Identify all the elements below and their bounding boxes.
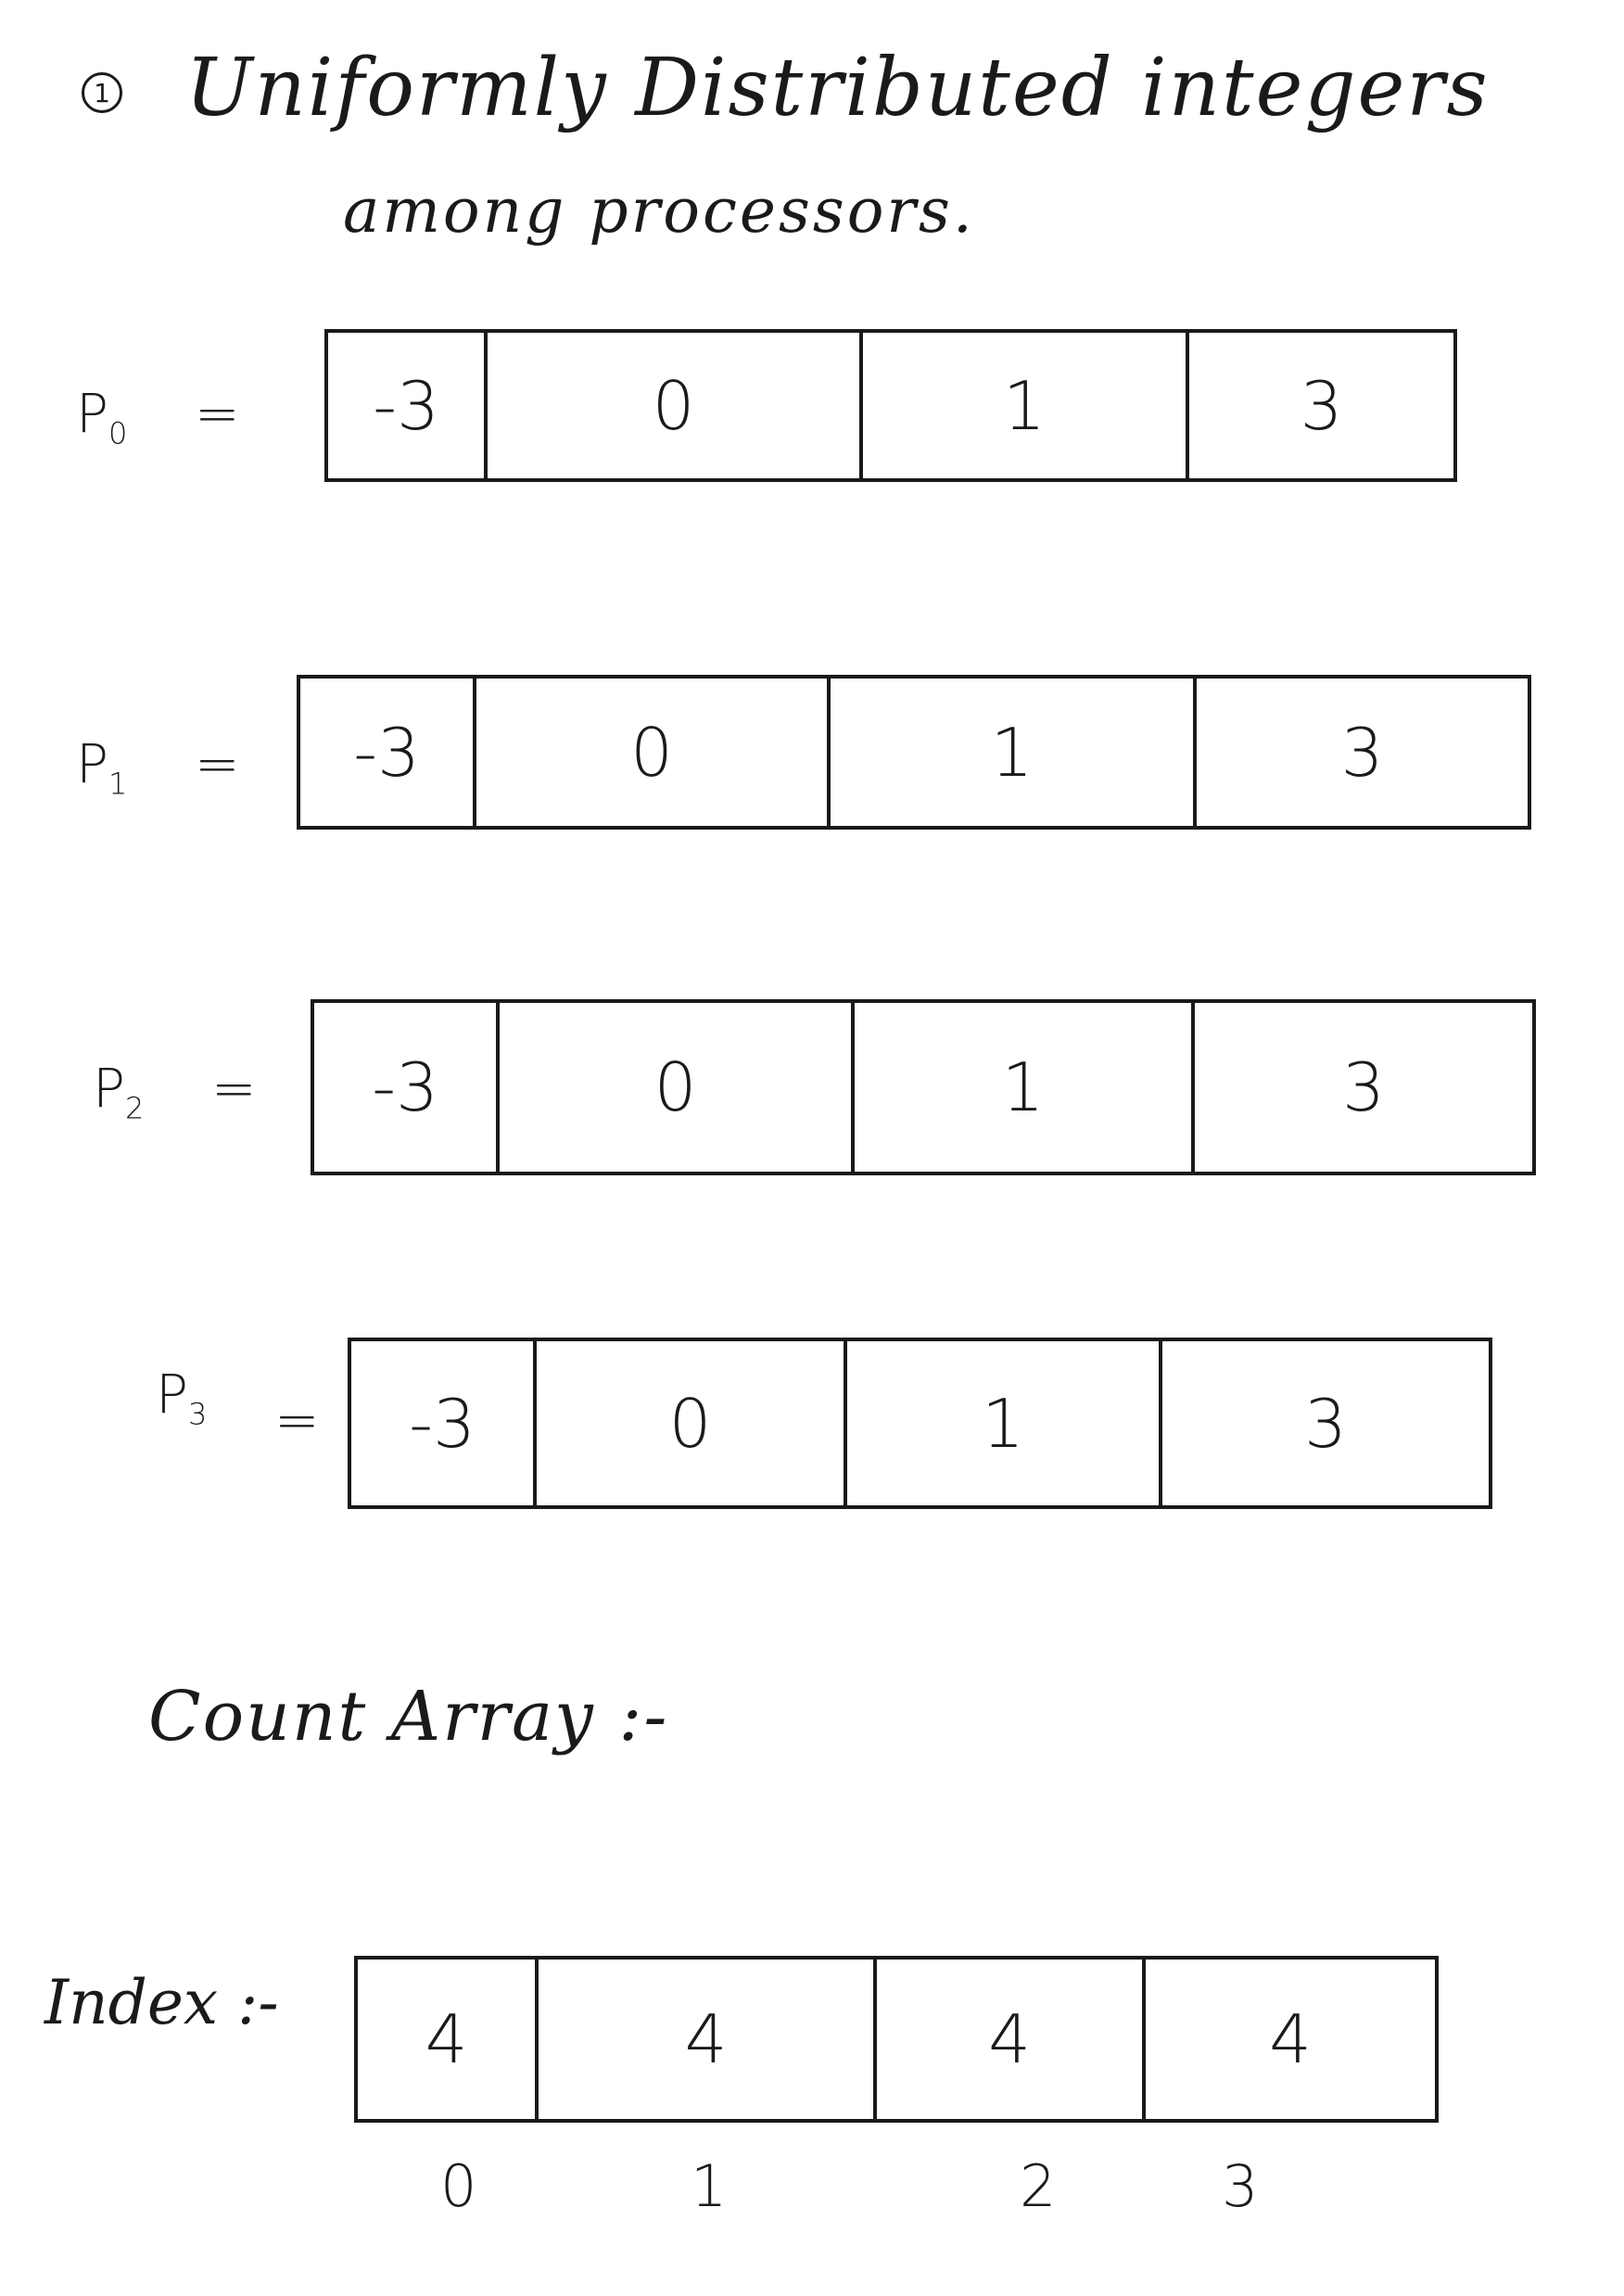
title-number: 1: [94, 77, 110, 108]
equals-sign-p0: =: [195, 382, 240, 445]
processor-subscript: 2: [124, 1090, 145, 1126]
array-cell: 1: [855, 1003, 1195, 1172]
index-number: 3: [1222, 2152, 1259, 2220]
title-line-1: Uniformly Distributed integers: [185, 42, 1490, 134]
count-cell: 4: [1269, 2000, 1312, 2078]
processor-array-p0: [324, 329, 1457, 482]
array-cell: 0: [500, 1003, 855, 1172]
index-label: Index :-: [44, 1967, 279, 2038]
processor-label-p1: [76, 732, 127, 802]
processor-array-p3: [348, 1338, 1492, 1509]
processor-letter: P: [93, 1057, 125, 1120]
array-cell: -3: [328, 333, 488, 478]
processor-array-p1: [297, 675, 1531, 830]
equals-sign-p1: =: [195, 732, 240, 795]
count-cell: 4: [539, 1960, 877, 2119]
array-cell: -3: [351, 1341, 537, 1505]
count-cell: 4: [358, 1960, 539, 2119]
processor-subscript: 3: [187, 1396, 208, 1432]
processor-letter: P: [76, 732, 108, 795]
index-number: 0: [440, 2152, 477, 2220]
processor-letter: P: [76, 382, 108, 445]
processor-subscript: 1: [108, 766, 128, 802]
processor-label-p3: [156, 1363, 207, 1432]
title-line-2: among processors.: [343, 175, 975, 247]
array-cell: 3: [1342, 1048, 1385, 1126]
array-cell: 3: [1340, 713, 1384, 792]
array-cell: 0: [476, 679, 831, 826]
array-cell: 0: [488, 333, 863, 478]
array-cell: -3: [314, 1003, 500, 1172]
array-cell: 3: [1300, 366, 1343, 445]
equals-sign-p3: =: [274, 1389, 320, 1452]
array-cell: -3: [300, 679, 476, 826]
index-number: 1: [691, 2152, 728, 2220]
count-cell: 4: [877, 1960, 1146, 2119]
array-cell: 1: [847, 1341, 1162, 1505]
equals-sign-p2: =: [211, 1057, 257, 1120]
count-array: [354, 1956, 1439, 2123]
processor-letter: P: [156, 1363, 188, 1426]
processor-subscript: 0: [108, 415, 128, 451]
processor-label-p0: [76, 382, 127, 451]
array-cell: 1: [831, 679, 1197, 826]
array-cell: 0: [537, 1341, 847, 1505]
array-cell: 1: [863, 333, 1189, 478]
index-number: 2: [1020, 2152, 1057, 2220]
title-number-circle: [82, 72, 122, 113]
count-array-heading: Count Array :-: [148, 1677, 669, 1757]
processor-label-p2: [93, 1057, 144, 1126]
processor-array-p2: [311, 999, 1536, 1175]
array-cell: 3: [1304, 1384, 1347, 1463]
